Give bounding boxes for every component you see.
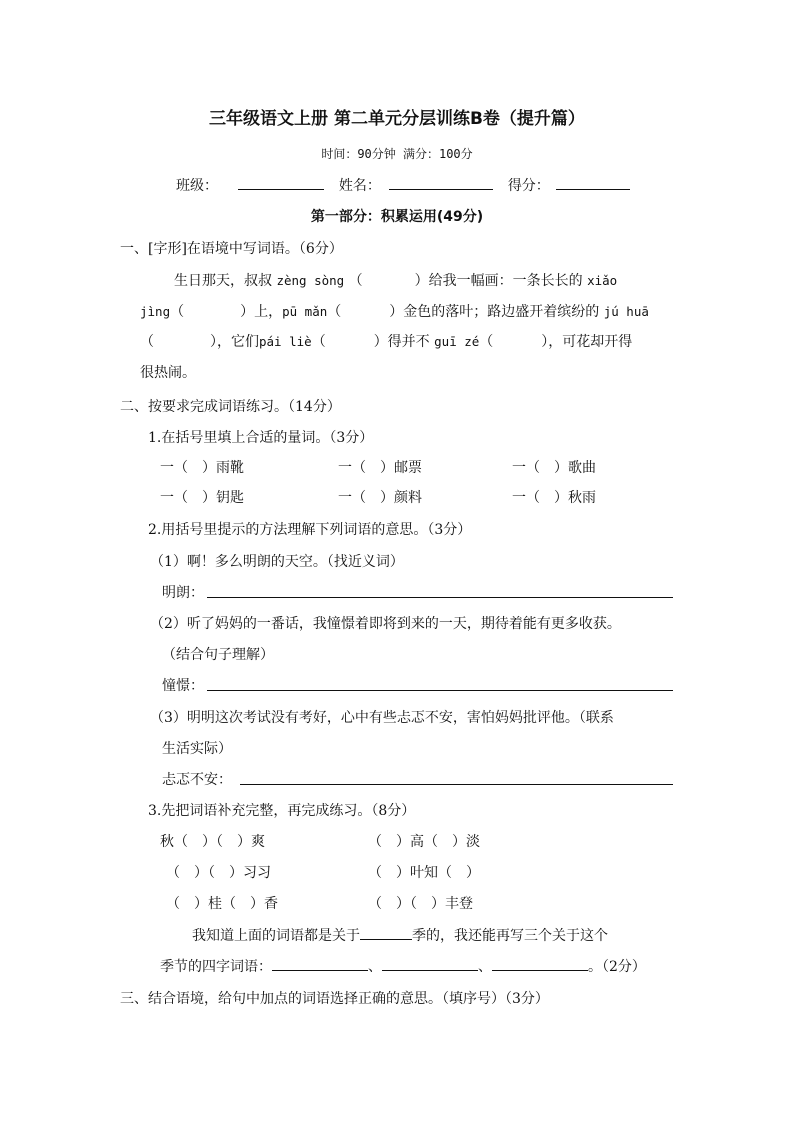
season-word-blank[interactable] — [272, 956, 368, 971]
q2-heading: 二、按要求完成词语练习。（14分） — [120, 399, 341, 415]
q1-text: （ — [140, 334, 154, 350]
q1-text: ），它们 — [210, 334, 259, 350]
idiom-item[interactable]: （ ）叶知（ ） — [368, 865, 480, 881]
measure-word-item[interactable]: 一（ ）颜料 — [338, 490, 422, 506]
q1-text: （ — [170, 304, 185, 320]
q1-line-4: 很热闹。 — [140, 365, 196, 381]
score-label: 得分： — [507, 178, 550, 194]
q2-item-2: （2）听了妈妈的一番话，我憧憬着即将到来的一天，期待着能有更多收获。 — [150, 616, 621, 632]
q1-line-3 — [140, 331, 632, 351]
q1-text: ）金色的落叶；路边盛开着缤纷的 — [389, 304, 600, 320]
q2-item-2-hint: （结合句子理解） — [162, 647, 274, 663]
class-label: 班级： — [176, 178, 218, 194]
measure-word-item[interactable]: 一（ ）秋雨 — [512, 490, 596, 506]
q1-text: （ — [327, 304, 342, 320]
name-label: 姓名： — [338, 178, 381, 194]
pinyin: jú huā — [603, 304, 649, 319]
page-title: 三年级语文上册 第二单元分层训练B卷（提升篇） — [209, 109, 585, 129]
pinyin: pū mǎn — [282, 304, 328, 319]
q1-text: ）上， — [240, 304, 283, 320]
q2-sub-3: 3.先把词语补充完整，再完成练习。（8分） — [148, 803, 416, 819]
answer-label-tante: 忐忑不安： — [162, 772, 232, 788]
season-word-blank[interactable] — [382, 956, 478, 971]
exam-time-info: 时间：90分钟 满分：100分 — [321, 147, 473, 161]
q1-heading: 一、[字形]在语境中写词语。（6分） — [120, 241, 343, 257]
answer-label-minglang: 明朗： — [162, 585, 204, 601]
student-info-line — [176, 175, 630, 195]
answer-line-chongjing[interactable] — [207, 690, 673, 691]
pinyin: guī zé — [434, 334, 480, 349]
q2-sub-2: 2.用括号里提示的方法理解下列词语的意思。（3分） — [148, 522, 472, 538]
idiom-item[interactable]: （ ）高（ ）淡 — [368, 834, 480, 850]
name-blank[interactable] — [389, 175, 493, 190]
season-text: 。（2分） — [588, 959, 646, 975]
class-blank[interactable] — [238, 175, 324, 190]
measure-word-item[interactable]: 一（ ）歌曲 — [512, 460, 596, 476]
pinyin: pái liè — [259, 334, 312, 349]
season-words-line — [160, 956, 646, 976]
pinyin: jìng — [140, 304, 171, 319]
season-blank[interactable] — [360, 925, 412, 940]
idiom-item[interactable]: （ ）（ ）习习 — [166, 865, 271, 881]
answer-line-minglang[interactable] — [207, 597, 673, 598]
q1-text: （ — [311, 334, 326, 350]
q2-item-3: （3）明明这次考试没有考好，心中有些忐忑不安，害怕妈妈批评他。（联系 — [150, 710, 614, 726]
season-text: 季节的四字词语： — [160, 959, 272, 975]
part-one-title: 第一部分：积累运用(49分) — [310, 209, 484, 225]
answer-line-tante[interactable] — [240, 784, 673, 785]
season-word-blank[interactable] — [492, 956, 588, 971]
q2-item-1: （1）啊！多么明朗的天空。（找近义词） — [150, 554, 404, 570]
idiom-item[interactable]: 秋（ ）（ ）爽 — [160, 834, 265, 850]
q2-item-3-hint: 生活实际） — [162, 741, 232, 757]
season-question — [192, 925, 608, 945]
score-blank[interactable] — [556, 175, 630, 190]
q2-sub-1: 1.在括号里填上合适的量词。（3分） — [148, 430, 374, 446]
answer-label-chongjing: 憧憬： — [162, 678, 204, 694]
measure-word-item[interactable]: 一（ ）雨靴 — [160, 460, 244, 476]
q1-text: ），可花却开得 — [541, 334, 633, 350]
season-text: 季的，我还能再写三个关于这个 — [412, 928, 608, 944]
pinyin: zèng sòng — [276, 273, 345, 288]
q1-text: 生日那天，叔叔 — [174, 273, 272, 289]
season-text: 我知道上面的词语都是关于 — [192, 928, 360, 944]
pinyin: xiǎo — [587, 273, 618, 288]
separator: 、 — [368, 959, 382, 975]
q1-text: （ — [348, 273, 363, 289]
measure-word-item[interactable]: 一（ ）钥匙 — [160, 490, 244, 506]
separator: 、 — [478, 959, 492, 975]
q1-text: ）给我一幅画：一条长长的 — [414, 273, 583, 289]
q1-text: ）得并不 — [373, 334, 430, 350]
q1-text: （ — [479, 334, 494, 350]
q3-heading: 三、结合语境，给句中加点的词语选择正确的意思。（填序号）（3分） — [120, 991, 549, 1007]
q1-line-2 — [140, 301, 649, 321]
idiom-item[interactable]: （ ）（ ）丰登 — [368, 896, 473, 912]
idiom-item[interactable]: （ ）桂（ ）香 — [166, 896, 278, 912]
measure-word-item[interactable]: 一（ ）邮票 — [338, 460, 422, 476]
q1-line-1 — [174, 270, 617, 290]
